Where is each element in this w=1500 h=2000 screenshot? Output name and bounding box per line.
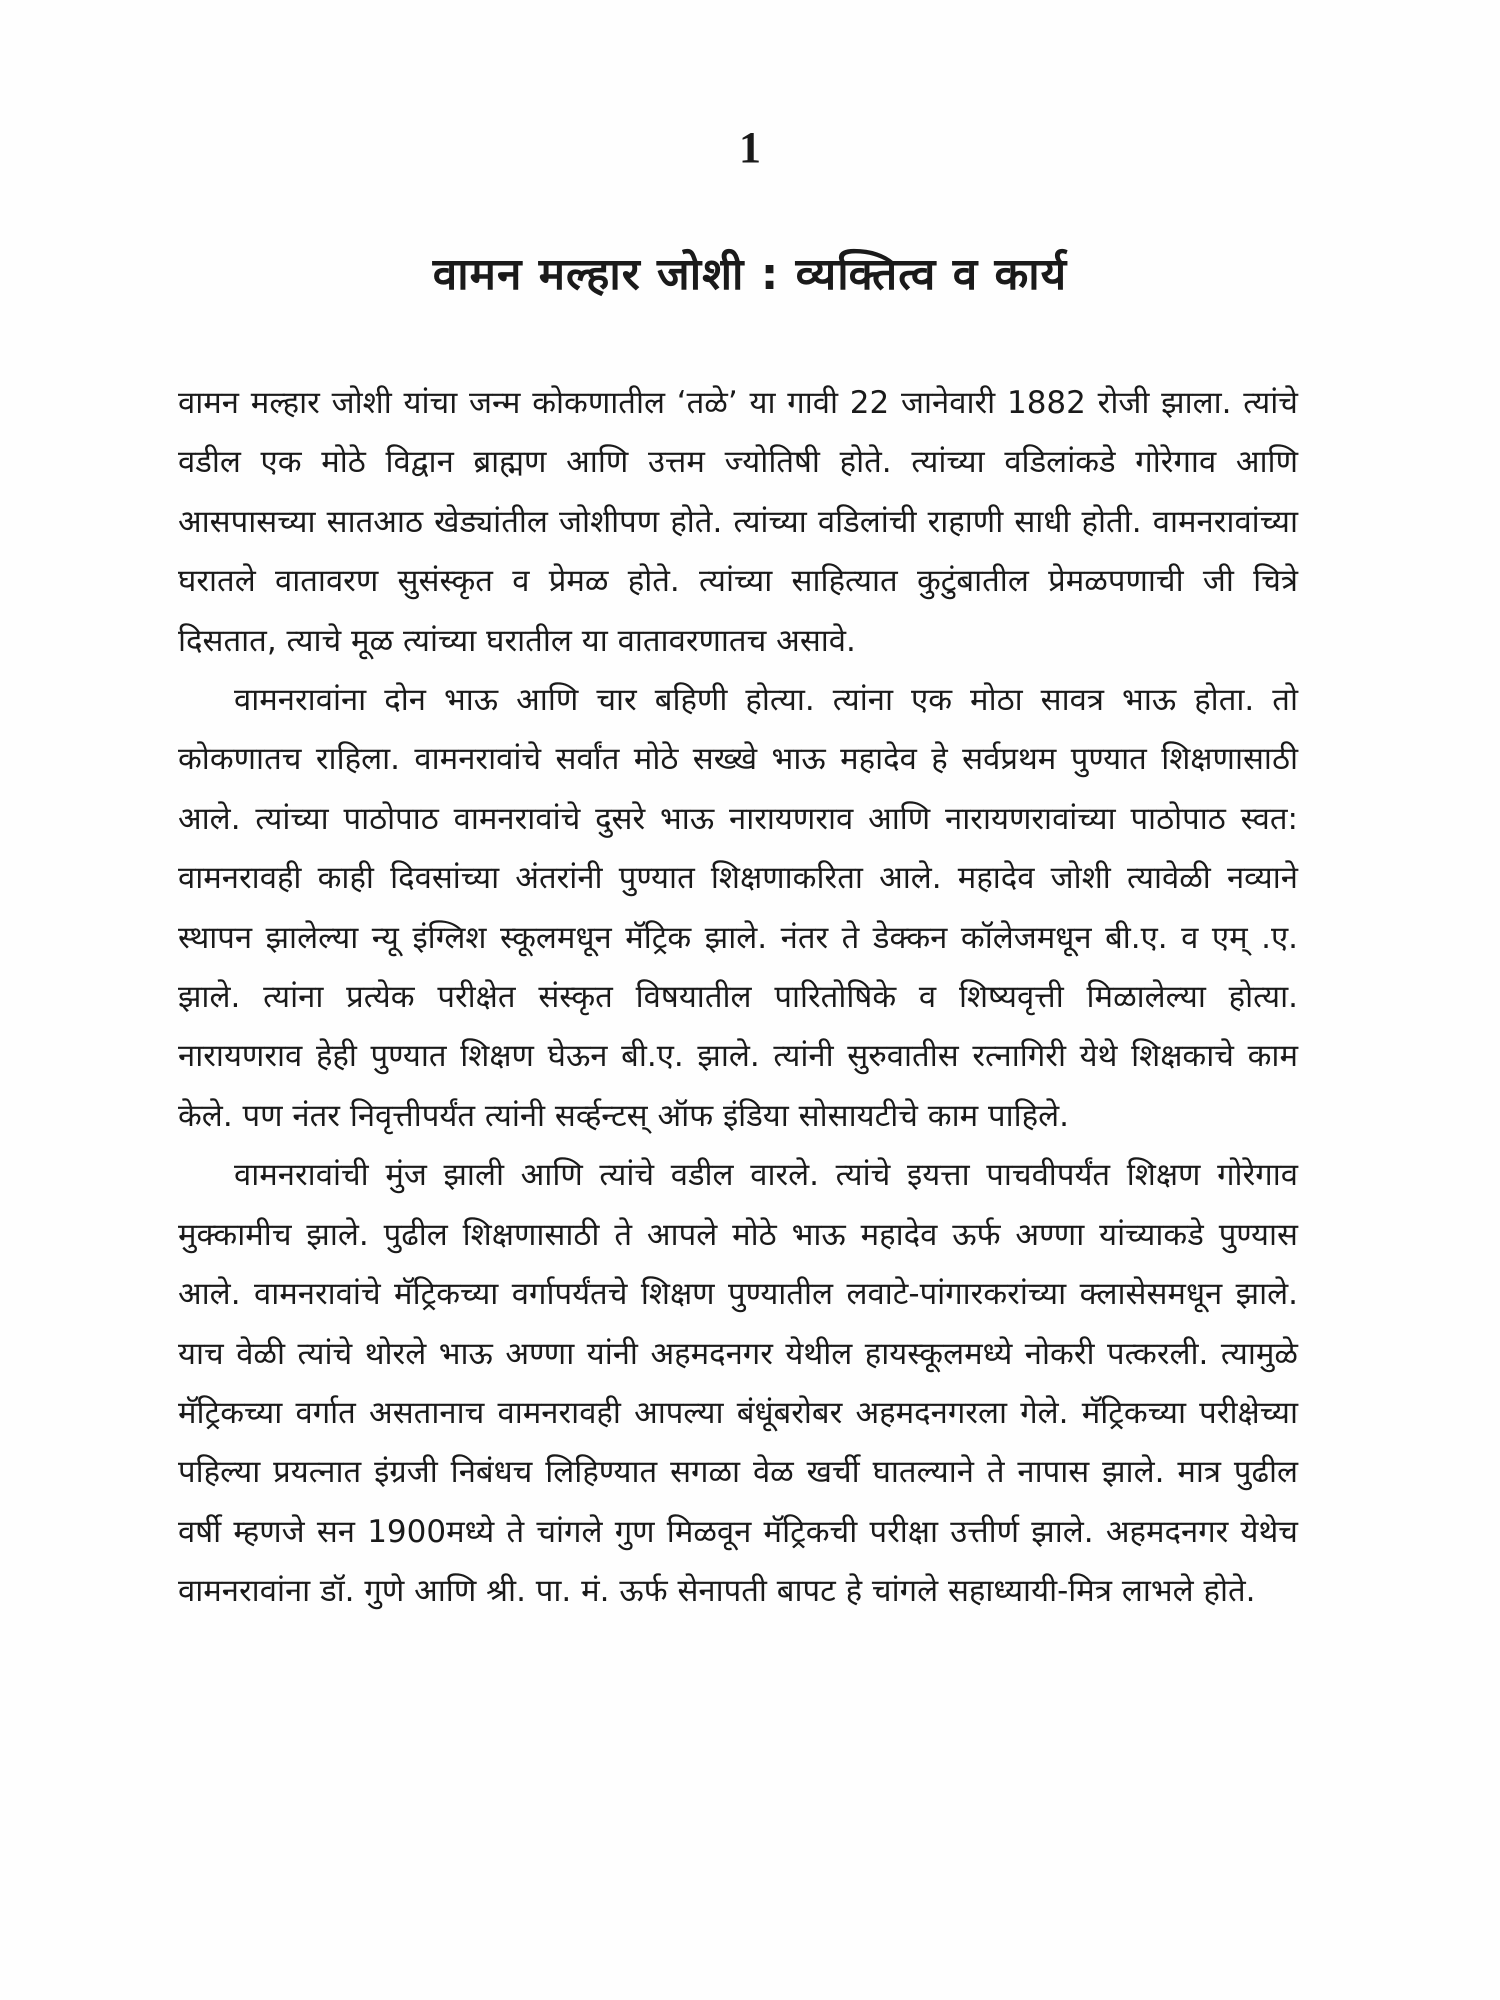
chapter-title: वामन मल्हार जोशी : व्यक्तित्व व कार्य <box>432 249 1068 300</box>
paragraph-3: वामनरावांची मुंज झाली आणि त्यांचे वडील वारले. त्यांचे इयत्ता पाचवीपर्यंत शिक्षण गोरेगाव मुक्कामीच झाले. पुढील शिक्षणासाठी ते आपले मोठे भाऊ महादेव ऊर्फ अण्णा यांच्याकडे पुण्यास आले. वामनरावांचे मॅट्रिकच्या वर्गापर्यंतचे शिक्षण पुण्यातील लवाटे-पांगारकरांच्या क्लासेसमधून झाले. याच वेळी त्यांचे थोरले भाऊ अण्णा यांनी अहमदनगर येथील हायस्कूलमध्ये नोकरी पत्करली. त्यामुळे मॅट्रिकच्या वर्गात असतानाच वामनरावही आपल्या बंधूंबरोबर अहमदनगरला गेले. मॅट्रिकच्या परीक्षेच्या पहिल्या प्रयत्नात इंग्रजी निबंधच लिहिण्यात सगळा वेळ खर्ची घातल्याने ते नापास झाले. मात्र पुढील वर्षी म्हणजे सन 1900मध्ये ते चांगले गुण मिळवून मॅट्रिकची परीक्षा उत्तीर्ण झाले. अहमदनगर येथेच वामनरावांना डॉ. गुणे आणि श्री. पा. मं. ऊर्फ सेनापती बापट हे चांगले सहाध्यायी-मित्र लाभले होते. <box>178 1157 1298 1610</box>
paragraph-1: वामन मल्हार जोशी यांचा जन्म कोकणातील ‘तळे’ या गावी 22 जानेवारी 1882 रोजी झाला. त्यांचे वडील एक मोठे विद्वान ब्राह्मण आणि उत्तम ज्योतिषी होते. त्यांच्या वडिलांकडे गोरेगाव आणि आसपासच्या सातआठ खेड्यांतील जोशीपण होते. त्यांच्या वडिलांची राहाणी साधी होती. वामनरावांच्या घरातले वातावरण सुसंस्कृत व प्रेमळ होते. त्यांच्या साहित्यात कुटुंबातील प्रेमळपणाची जी चित्रे दिसतात, त्याचे मूळ त्यांच्या घरातील या वातावरणातच असावे. <box>178 385 1298 659</box>
paragraph-2: वामनरावांना दोन भाऊ आणि चार बहिणी होत्या. त्यांना एक मोठा सावत्र भाऊ होता. तो कोकणातच राहिला. वामनरावांचे सर्वांत मोठे सख्खे भाऊ महादेव हे सर्वप्रथम पुण्यात शिक्षणासाठी आले. त्यांच्या पाठोपाठ वामनरावांचे दुसरे भाऊ नारायणराव आणि नारायणरावांच्या पाठोपाठ स्वत: वामनरावही काही दिवसांच्या अंतरांनी पुण्यात शिक्षणाकरिता आले. महादेव जोशी त्यावेळी नव्याने स्थापन झालेल्या न्यू इंग्लिश स्कूलमधून मॅट्रिक झाले. नंतर ते डेक्कन कॉलेजमधून बी.ए. व एम् .ए. झाले. त्यांना प्रत्येक परीक्षेत संस्कृत विषयातील पारितोषिके व शिष्यवृत्ती मिळालेल्या होत्या. नारायणराव हेही पुण्यात शिक्षण घेऊन बी.ए. झाले. त्यांनी सुरुवातीस रत्नागिरी येथे शिक्षकाचे काम केले. पण नंतर निवृत्तीपर्यंत त्यांनी सर्व्हन्टस् ऑफ इंडिया सोसायटीचे काम पाहिले. <box>178 682 1298 1134</box>
chapter-body <box>178 374 1298 1622</box>
chapter-number: 1 <box>739 123 761 172</box>
